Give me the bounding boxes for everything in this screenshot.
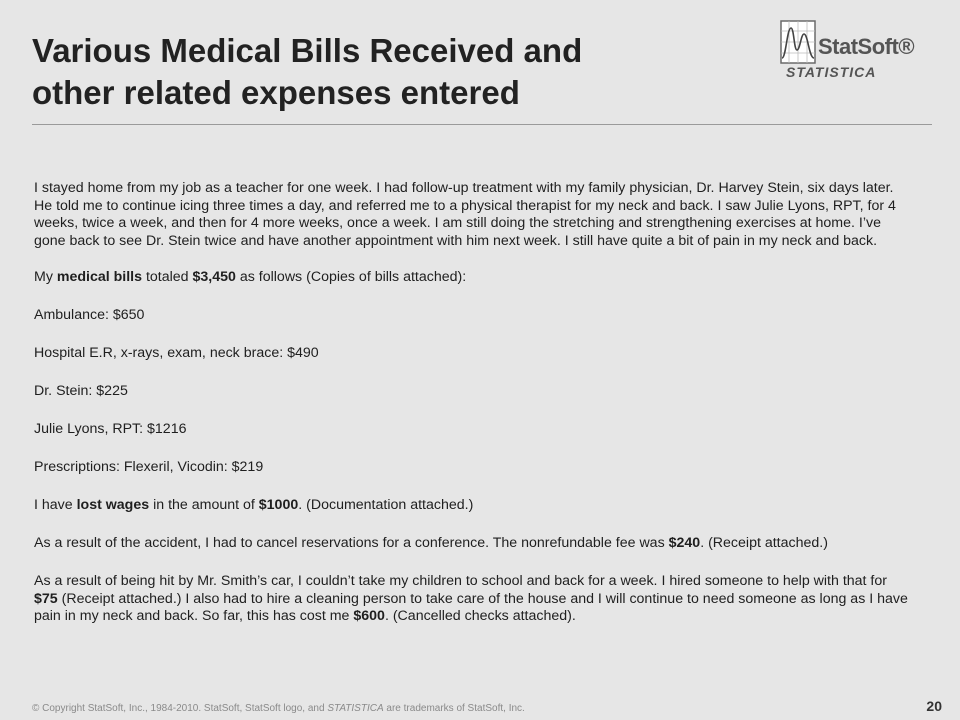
bill-item-prescriptions: Prescriptions: Flexeril, Vicodin: $219 [34, 459, 264, 475]
title-line-1: Various Medical Bills Received and [32, 32, 583, 69]
childcare-text-post: . (Cancelled checks attached). [384, 608, 576, 624]
title-divider [32, 124, 932, 125]
bills-text-pre: My [34, 269, 57, 285]
wages-bold-label: lost wages [76, 497, 150, 513]
wages-text-mid: in the amount of [149, 497, 259, 513]
childcare-bold-amount-1: $75 [34, 590, 58, 607]
childcare-text-mid: (Receipt attached.) I also had to hire a cleaning person to take care of the house and I will continue to need someone as long as I have pain in my neck and back. So far, this has cost me [34, 590, 908, 624]
title-line-2: other related expenses entered [32, 74, 520, 111]
slide-title [32, 30, 732, 114]
bill-item-julie-lyons: Julie Lyons, RPT: $1216 [34, 421, 187, 437]
conference-text-post: . (Receipt attached.) [700, 535, 828, 551]
conference-paragraph [34, 535, 914, 553]
bills-text-post: as follows (Copies of bills attached): [235, 269, 467, 285]
conference-text-pre: As a result of the accident, I had to cancel reservations for a conference. The nonrefundable fee was [34, 535, 669, 551]
logo-product-text: STATISTICA [786, 64, 877, 80]
lost-wages-paragraph [34, 497, 914, 515]
bills-bold-label: medical bills [56, 269, 143, 285]
footer-text-italic: STATISTICA [327, 703, 384, 714]
slide-body [34, 180, 914, 626]
footer-text-pre: © Copyright StatSoft, Inc., 1984-2010. StatSoft, StatSoft logo, and [32, 703, 328, 714]
bill-item-dr-stein: Dr. Stein: $225 [34, 383, 128, 399]
wages-text-pre: I have [34, 497, 77, 513]
wages-bold-amount: $1000 [258, 497, 299, 513]
statsoft-logo-icon [780, 20, 816, 64]
bill-item-hospital: Hospital E.R, x-rays, exam, neck brace: $490 [34, 345, 319, 361]
childcare-bold-amount-2: $600 [353, 608, 385, 624]
bills-bold-amount: $3,450 [192, 269, 236, 285]
intro-paragraph: I stayed home from my job as a teacher for one week. I had follow-up treatment with my family physician, Dr. Harvey Stein, six days later. He told me to continue icing three times a day, and referred me to a physical therapist for my neck and back. I saw Julie Lyons, RPT, for 4 weeks, twice a week, and then for 4 more weeks, once a week. I am still doing the stretching and strengthening exercises at home. I’ve gone back to see Dr. Stein twice and have another appointment with him next week. I still have quite a bit of pain in my neck and back. [34, 180, 896, 249]
conference-bold-amount: $240 [668, 535, 701, 551]
medical-bills-paragraph [34, 269, 914, 287]
copyright-footer [32, 703, 525, 714]
wages-text-post: . (Documentation attached.) [298, 497, 474, 513]
childcare-paragraph [34, 573, 914, 626]
statsoft-logo [776, 18, 936, 82]
footer-text-post: are trademarks of StatSoft, Inc. [383, 703, 525, 714]
logo-brand-text: StatSoft® [818, 34, 915, 59]
page-number: 20 [926, 698, 942, 714]
bills-text-mid: totaled [142, 269, 193, 285]
childcare-text-pre: As a result of being hit by Mr. Smith’s car, I couldn’t take my children to school and back for a week. I hired someone to help with that for [34, 573, 887, 589]
bill-item-ambulance: Ambulance: $650 [34, 307, 145, 323]
